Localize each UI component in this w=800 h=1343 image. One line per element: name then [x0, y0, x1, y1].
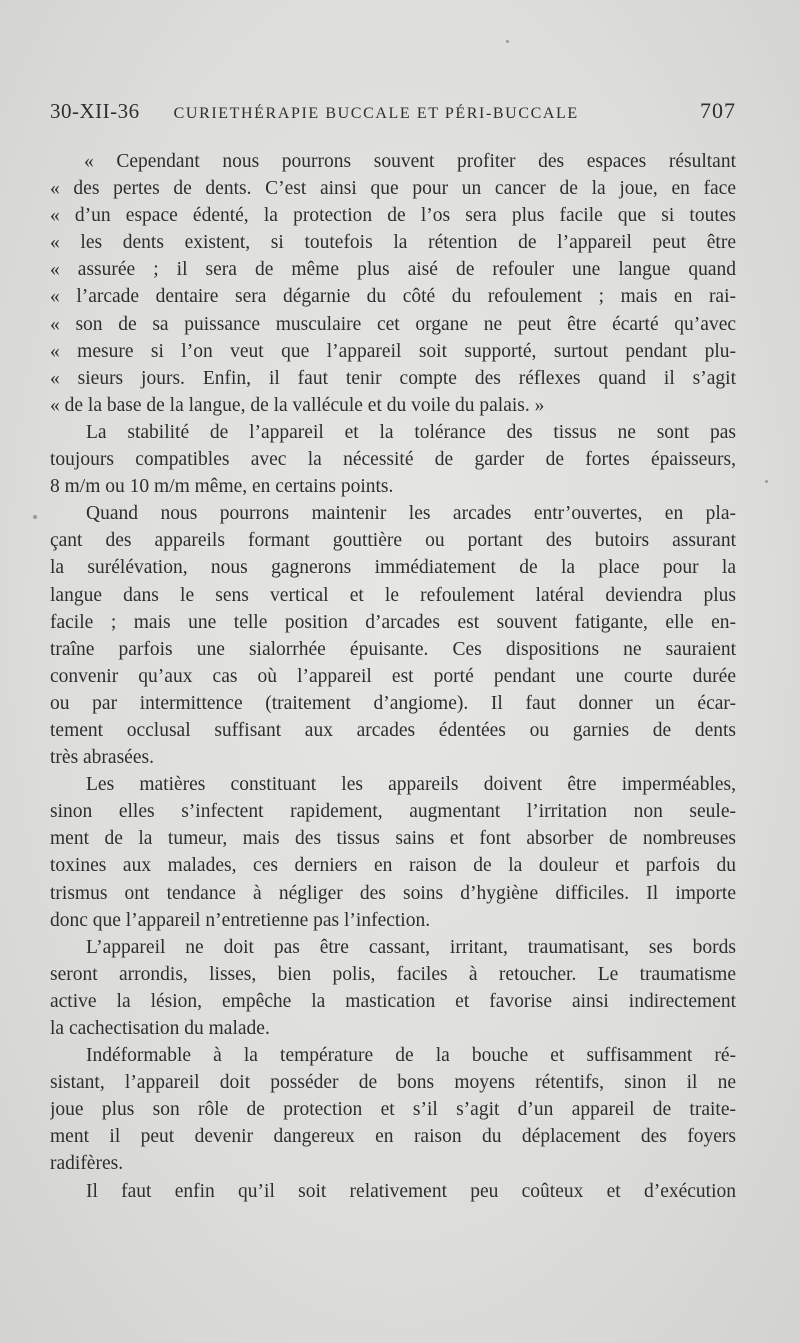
text-line: « l’arcade dentaire sera dégarnie du côté du refoulement ; mais en rai-: [50, 286, 736, 308]
text-line: « d’un espace édenté, la protection de l’os sera plus facile que si toutes: [50, 205, 736, 227]
text-line: joue plus son rôle de protection et s’il s’agit d’un appareil de traite-: [50, 1099, 736, 1121]
text-line: « des pertes de dents. C’est ainsi que pour un cancer de la joue, en face: [50, 178, 736, 200]
text-line: donc que l’appareil n’entretienne pas l’infection.: [50, 909, 431, 931]
text-line: ment il peut devenir dangereux en raison du déplacement des foyers: [50, 1126, 736, 1148]
print-speck: [506, 40, 509, 43]
text-line: « assurée ; il sera de même plus aisé de refouler une langue quand: [50, 259, 736, 281]
text-line: traîne parfois une sialorrhée épuisante. Ces dispositions ne sauraient: [50, 638, 736, 660]
text-line: Indéformable à la température de la bouche et suffisamment ré-: [86, 1045, 736, 1067]
text-line: « sieurs jours. Enfin, il faut tenir compte des réflexes quand il s’agit: [50, 367, 736, 389]
page-number: 707: [700, 98, 736, 123]
text-line: trismus ont tendance à négliger des soins d’hygiène difficiles. Il importe: [50, 882, 736, 904]
text-line: « les dents existent, si toutefois la rétention de l’appareil peut être: [50, 232, 736, 254]
text-line: très abrasées.: [50, 747, 154, 769]
text-line: toujours compatibles avec la nécessité de garder de fortes épaisseurs,: [50, 449, 736, 471]
text-line: Il faut enfin qu’il soit relativement peu coûteux et d’exécution: [86, 1180, 736, 1202]
text-line: sistant, l’appareil doit posséder de bons moyens rétentifs, sinon il ne: [50, 1072, 736, 1094]
text-line: facile ; mais une telle position d’arcades est souvent fatigante, elle en-: [50, 611, 736, 633]
text-line: la surélévation, nous gagnerons immédiatement de la place pour la: [50, 557, 736, 579]
text-line: « mesure si l’on veut que l’appareil soit supporté, surtout pendant plu-: [50, 340, 736, 362]
text-line: çant des appareils formant gouttière ou portant des butoirs assurant: [50, 530, 736, 552]
text-line: radifères.: [50, 1153, 124, 1175]
text-line: « son de sa puissance musculaire cet organe ne peut être écarté qu’avec: [50, 313, 736, 335]
text-line: tement occlusal suffisant aux arcades édentées ou garnies de dents: [50, 719, 736, 741]
header-date: 30-XII-36: [50, 99, 140, 123]
running-title: CURIETHÉRAPIE BUCCALE ET PÉRI-BUCCALE: [173, 105, 579, 122]
text-line: convenir qu’aux cas où l’appareil est porté pendant une courte durée: [50, 665, 736, 687]
text-line: seront arrondis, lisses, bien polis, faciles à retoucher. Le traumatisme: [50, 963, 736, 985]
text-line: la cachectisation du malade.: [50, 1018, 270, 1039]
text-line: langue dans le sens vertical et le refoulement latéral deviendra plus: [50, 584, 736, 606]
body-text: [50, 148, 736, 1205]
text-line: ment de la tumeur, mais des tissus sains et font absorber de nombreuses: [50, 828, 736, 850]
text-line: Quand nous pourrons maintenir les arcades entr’ouvertes, en pla-: [86, 503, 736, 525]
text-line: active la lésion, empêche la mastication et favorise ainsi indirectement: [50, 990, 736, 1012]
text-line: 8 m/m ou 10 m/m même, en certains points.: [50, 476, 394, 498]
text-line: « de la base de la langue, de la vallécule et du voile du palais. »: [50, 394, 545, 416]
text-line: L’appareil ne doit pas être cassant, irritant, traumatisant, ses bords: [86, 936, 736, 958]
text-line: « Cependant nous pourrons souvent profiter des espaces résultant: [84, 151, 736, 172]
text-line: ou par intermittence (traitement d’angiome). Il faut donner un écar-: [50, 692, 736, 714]
text-line: toxines aux malades, ces derniers en raison de la douleur et parfois du: [50, 855, 736, 877]
print-speck: [33, 515, 37, 519]
text-line: Les matières constituant les appareils doivent être imperméables,: [86, 774, 736, 796]
text-line: sinon elles s’infectent rapidement, augmentant l’irritation non seule-: [50, 801, 736, 823]
text-line: La stabilité de l’appareil et la tolérance des tissus ne sont pas: [86, 421, 736, 443]
running-head: [50, 98, 736, 132]
print-speck: [765, 480, 768, 483]
